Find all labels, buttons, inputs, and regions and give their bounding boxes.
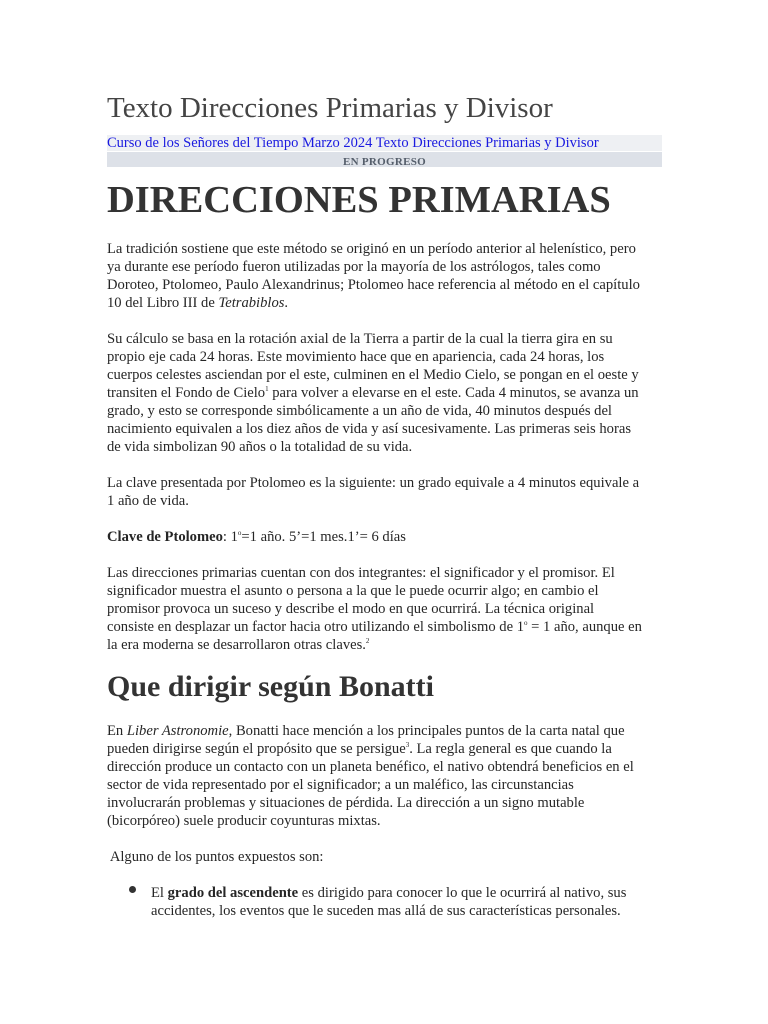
list-item-line: accidentes, los eventos que le suceden mas allá de sus características personales. <box>151 903 621 919</box>
paragraph-line <box>107 384 639 402</box>
list-item <box>151 884 626 902</box>
book-title: Liber Astronomie <box>126 723 229 739</box>
text-span: , Bonatti hace mención a los principales puntos de la carta natal que <box>228 723 625 739</box>
paragraph-line <box>107 740 612 758</box>
paragraph-line: Alguno de los puntos expuestos son: <box>107 849 324 865</box>
footnote-ref[interactable]: 3 <box>405 741 410 749</box>
paragraph-line: sector de vida representado por el significador; a un maléfico, las circunstancias <box>107 777 574 793</box>
paragraph-line: 1 año de vida. <box>107 493 189 509</box>
footnote-ref[interactable]: 1 <box>265 385 269 393</box>
paragraph-line: nacimiento equivalen a los diez años de vida y así sucesivamente. Las primeras seis horas <box>107 421 631 437</box>
text-span: 10 del Libro III de <box>107 295 219 311</box>
paragraph-line: cuerpos celestes asciendan por el este, culminen en el Medio Cielo, se pongan en el oeste y <box>107 367 639 383</box>
bullet-icon <box>129 886 136 893</box>
status-label: EN PROGRESO <box>342 156 427 168</box>
paragraph-line <box>107 618 642 636</box>
degree-mark: o <box>524 619 528 627</box>
paragraph-line <box>107 636 369 654</box>
paragraph-line: de vida simbolizan 90 años o la totalidad de su vida. <box>107 439 413 455</box>
paragraph-line: promisor provoca un suceso y describe el modo en que ocurrirá. La técnica original <box>107 601 595 617</box>
text-span: =1 año. 5’=1 mes.1’= 6 días <box>241 529 406 545</box>
text-span: : 1 <box>222 529 238 545</box>
text-span: = 1 año, aunque en <box>527 619 642 635</box>
paragraph-line <box>107 294 288 312</box>
breadcrumb-link[interactable]: Curso de los Señores del Tiempo Marzo 2024 Texto Direcciones Primarias y Divisor <box>107 135 599 151</box>
status-banner <box>107 152 662 167</box>
paragraph-line: La tradición sostiene que este método se originó en un período anterior al helenístico, pero <box>107 241 636 257</box>
bold-term: grado del ascendente <box>167 885 299 901</box>
key-label: Clave de Ptolomeo <box>107 529 223 545</box>
text-span: la era moderna se desarrollaron otras claves. <box>107 637 366 653</box>
footnote-ref[interactable]: 2 <box>365 637 370 645</box>
text-span: . La regla general es que cuando la <box>409 741 612 757</box>
paragraph-line: dirección produce un contacto con un planeta benéfico, el nativo obtendrá beneficios en el <box>107 759 634 775</box>
document-title: Texto Direcciones Primarias y Divisor <box>107 92 553 124</box>
text-span: transiten el Fondo de Cielo <box>107 385 266 401</box>
text-span: En <box>107 723 127 739</box>
ptolemy-key-line <box>107 528 406 546</box>
text-span: es dirigido para conocer lo que le ocurrirá al nativo, sus <box>298 885 627 901</box>
paragraph-line: La clave presentada por Ptolomeo es la siguiente: un grado equivale a 4 minutos equivale a <box>107 475 640 491</box>
section-heading-bonatti: Que dirigir según Bonatti <box>107 670 434 703</box>
text-span: pueden dirigirse según el propósito que se persigue <box>107 741 406 757</box>
text-span: . <box>284 295 289 311</box>
paragraph-line: propio eje cada 24 horas. Este movimiento hace que en apariencia, cada 24 horas, los <box>107 349 605 365</box>
text-span: El <box>151 885 168 901</box>
paragraph-line: involucrarán problemas y situaciones de pérdida. La dirección a un signo mutable <box>107 795 585 811</box>
paragraph-line: Su cálculo se basa en la rotación axial de la Tierra a partir de la cual la tierra gira en su <box>107 331 613 347</box>
paragraph-line: Las direcciones primarias cuentan con dos integrantes: el significador y el promisor. El <box>107 565 615 581</box>
text-span: para volver a elevarse en el este. Cada 4 minutos, se avanza un <box>268 385 639 401</box>
paragraph-line: significador muestra el asunto o persona a la que le puede ocurrir algo; en cambio el <box>107 583 599 599</box>
paragraph-line: (bicorpóreo) suele producir coyunturas mixtas. <box>107 813 381 829</box>
text-span: consiste en desplazar un factor hacia otro utilizando el simbolismo de 1 <box>107 619 525 635</box>
paragraph-line: ya durante ese período fueron utilizadas por la mayoría de los astrólogos, tales como <box>107 259 601 275</box>
paragraph-line: Doroteo, Ptolomeo, Paulo Alexandrinus; Ptolomeo hace referencia al método en el capítulo <box>107 277 640 293</box>
paragraph-line: grado, y esto se corresponde simbólicamente a un año de vida, 40 minutos después del <box>107 403 612 419</box>
degree-mark: o <box>237 529 242 537</box>
paragraph-line <box>107 722 625 740</box>
book-title: Tetrabiblos <box>218 295 285 311</box>
section-heading-direcciones: DIRECCIONES PRIMARIAS <box>107 179 611 221</box>
